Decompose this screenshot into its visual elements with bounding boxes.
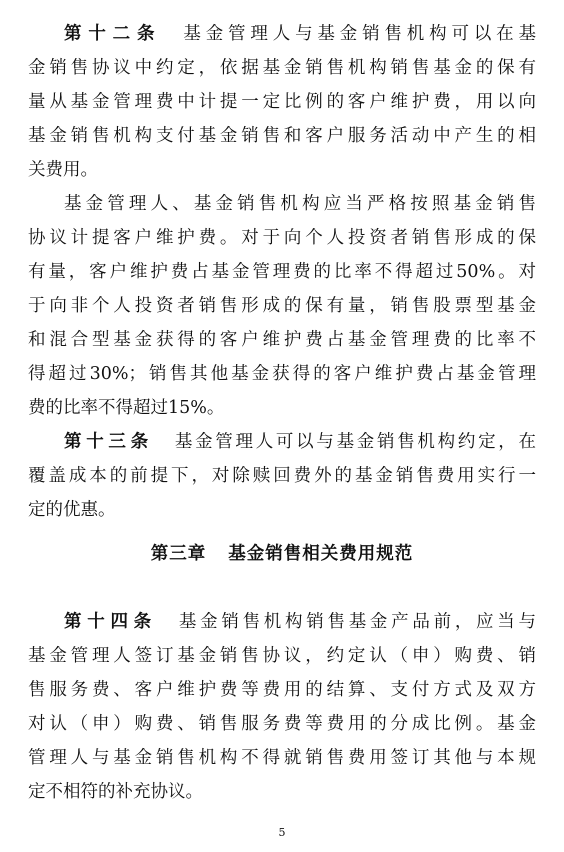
article-12-line-5: 关费用。 — [28, 160, 98, 180]
chapter-title: 基金销售相关费用规范 — [228, 544, 414, 564]
article-14-text: 基金销售机构销售基金产品前，应当与 — [178, 612, 537, 632]
chapter-number: 第三章 — [150, 544, 207, 564]
article-12-text: 基金管理人与基金销售机构可以在基 — [183, 24, 537, 44]
article-12-number: 第十二条 — [64, 24, 162, 44]
article-14-line-2: 基金管理人签订基金销售协议，约定认（申）购费、销 — [28, 646, 536, 666]
article-12-line-2: 金销售协议中约定，依据基金销售机构销售基金的保有 — [28, 58, 536, 78]
article-13-line-3: 定的优惠。 — [28, 500, 116, 520]
article-14-number: 第十四条 — [64, 612, 157, 632]
page-number: 5 — [278, 826, 286, 839]
article-14-line-1 — [64, 605, 536, 639]
article-14-line-5: 管理人与基金销售机构不得就销售费用签订其他与本规 — [28, 748, 536, 768]
article-14-line-6: 定不相符的补充协议。 — [28, 782, 203, 802]
article-12-line-4: 基金销售机构支付基金销售和客户服务活动中产生的相 — [28, 126, 536, 146]
article-13-number: 第十三条 — [64, 432, 153, 452]
article-12-para2-line-1: 基金管理人、基金销售机构应当严格按照基金销售 — [64, 194, 536, 214]
article-12-line-3: 量从基金管理费中计提一定比例的客户维护费，用以向 — [28, 92, 536, 112]
chapter-heading — [0, 537, 564, 571]
article-12-para2-line-2: 协议计提客户维护费。对于向个人投资者销售形成的保 — [28, 228, 536, 248]
article-13-line-2: 覆盖成本的前提下，对除赎回费外的基金销售费用实行一 — [28, 466, 536, 486]
article-12-para2-line-3: 有量，客户维护费占基金管理费的比率不得超过50%。对 — [28, 262, 536, 282]
article-12-para2-line-5: 和混合型基金获得的客户维护费占基金管理费的比率不 — [28, 330, 536, 350]
article-12-para2-line-4: 于向非个人投资者销售形成的保有量，销售股票型基金 — [28, 296, 536, 316]
article-12-line-1 — [64, 17, 536, 51]
article-13-line-1 — [64, 425, 536, 459]
article-13-text: 基金管理人可以与基金销售机构约定，在 — [174, 432, 537, 452]
article-14-line-4: 对认（申）购费、销售服务费等费用的分成比例。基金 — [28, 714, 536, 734]
article-12-para2-line-7: 费的比率不得超过15%。 — [28, 398, 225, 418]
article-12-para2-line-6: 得超过30%；销售其他基金获得的客户维护费占基金管理 — [28, 364, 536, 384]
article-14-line-3: 售服务费、客户维护费等费用的结算、支付方式及双方 — [28, 680, 536, 700]
